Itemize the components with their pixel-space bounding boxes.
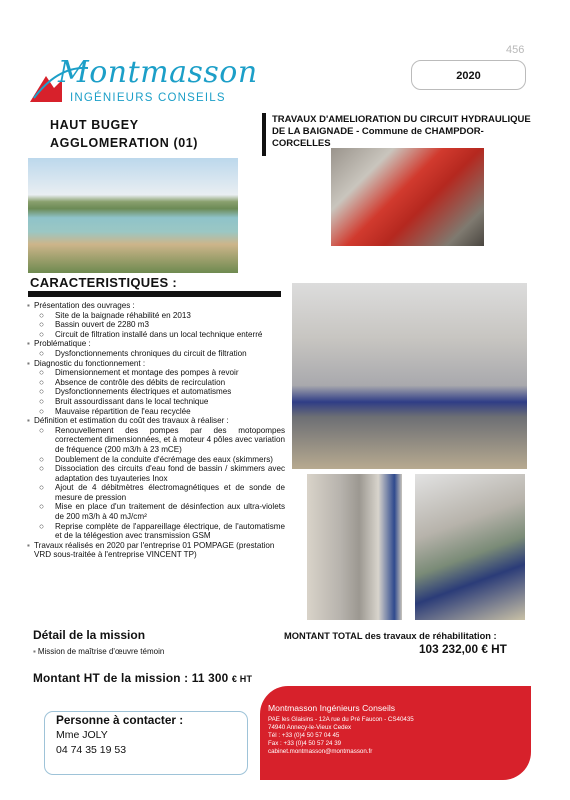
- contact-title: Personne à contacter :: [56, 713, 184, 727]
- circle-bullet-icon: ○: [39, 348, 44, 358]
- list-item: ○ Bassin ouvert de 2280 m3: [39, 320, 150, 330]
- list-item: ○ Dysfonctionnements chroniques du circuit de filtration: [39, 348, 247, 358]
- list-item: ○ Bruit assourdissant dans le local technique: [39, 396, 209, 406]
- bullet-icon: ▪: [27, 358, 30, 368]
- circle-bullet-icon: ○: [39, 310, 44, 320]
- bullet-icon: ▪: [27, 339, 30, 349]
- list-item: ○ Dysfonctionnements électriques et automatismes: [39, 387, 232, 397]
- company-address: [268, 716, 414, 756]
- list-item: ○ Circuit de filtration installé dans un local technique enterré: [39, 329, 263, 339]
- circle-bullet-icon: ○: [39, 406, 44, 416]
- characteristics-bar: [28, 291, 281, 297]
- mission-title: Détail de la mission: [33, 628, 146, 642]
- bullet-icon: ▪: [27, 301, 30, 310]
- circle-bullet-icon: ○: [39, 464, 44, 474]
- tank-photo: [307, 474, 402, 620]
- mission-item: ▪ Mission de maîtrise d'œuvre témoin: [33, 647, 165, 656]
- list-item: ○ Renouvellement des pompes par des motopompes correctement dimensionnées, et à moteur 4 pôles avec variation de fréquence (200 m3/h à 23 mCE): [39, 425, 285, 454]
- works-title-line-1: TRAVAUX D'AMELIORATION DU CIRCUIT HYDRAULIQUE: [272, 114, 531, 125]
- list-item: ○ Mauvaise répartition de l'eau recyclée: [39, 406, 191, 416]
- valves-photo: [415, 474, 525, 620]
- circle-bullet-icon: ○: [39, 454, 44, 464]
- circle-bullet-icon: ○: [39, 521, 44, 531]
- section-title: ▪ Définition et estimation du coût des travaux à réaliser :: [27, 416, 229, 426]
- section-title: ▪ Problématique :: [27, 339, 91, 349]
- total-label: MONTANT TOTAL des travaux de réhabilitation :: [284, 631, 497, 641]
- circle-bullet-icon: ○: [39, 368, 44, 378]
- list-item: ○ Site de la baignade réhabilité en 2013: [39, 310, 191, 320]
- circle-bullet-icon: ○: [39, 425, 44, 435]
- logo-name: Montmasson: [58, 55, 258, 90]
- company-address-1: PAE les Glaisins - 12A rue du Pré Faucon - CS40435: [268, 716, 414, 723]
- bullet-icon: ▪: [27, 416, 30, 426]
- site-title: [50, 116, 198, 152]
- contact-phone[interactable]: 04 74 35 19 53: [56, 744, 127, 756]
- company-email[interactable]: cabinet.montmasson@montmasson.fr: [268, 748, 373, 756]
- company-tel[interactable]: Tél : +33 (0)4 50 57 04 45: [268, 732, 340, 740]
- red-filters-photo: [331, 148, 484, 246]
- circle-bullet-icon: ○: [39, 387, 44, 397]
- list-item: ○ Absence de contrôle des débits de recirculation: [39, 377, 226, 387]
- circle-bullet-icon: ○: [39, 502, 44, 512]
- site-line-1: HAUT BUGEY: [50, 118, 139, 132]
- list-item: ○ Dimensionnement et montage des pompes à revoir: [39, 368, 239, 378]
- pump-room-photo: [292, 283, 527, 469]
- works-title-line-2: DE LA BAIGNADE - Commune de CHAMPDOR-CORCELLES: [272, 126, 484, 149]
- circle-bullet-icon: ○: [39, 396, 44, 406]
- mission-amount-euro: € HT: [231, 674, 253, 684]
- title-bar: [262, 113, 266, 156]
- characteristics-list: [27, 301, 285, 560]
- circle-bullet-icon: ○: [39, 377, 44, 387]
- circle-bullet-icon: ○: [39, 329, 44, 339]
- contact-name: Mme JOLY: [56, 729, 108, 741]
- page-number: 456: [506, 44, 525, 56]
- section-title: ▪ Travaux réalisés en 2020 par l'entreprise 01 POMPAGE (prestation VRD sous-traitée à l'entreprise VINCENT TP): [27, 540, 275, 560]
- site-line-2: AGGLOMERATION (01): [50, 136, 199, 150]
- mission-amount: [33, 671, 252, 685]
- company-fax: Fax : +33 (0)4 50 57 24 39: [268, 740, 342, 748]
- section-title: ▪ Diagnostic du fonctionnement :: [27, 358, 146, 368]
- total-value: 103 232,00 € HT: [419, 642, 507, 656]
- list-item: ○ Doublement de la conduite d'écrémage des eaux (skimmers): [39, 454, 273, 464]
- list-item: ○ Ajout de 4 débitmètres électromagnétiques et de sonde de mesure de pression: [39, 483, 285, 502]
- mission-amount-label: Montant HT de la mission : 11 300: [33, 671, 229, 685]
- list-item: ○ Mise en place d'un traitement de désinfection aux ultra-violets de 200 m3/h à 40 mJ/cm²: [39, 502, 285, 522]
- list-item: ○ Dissociation des circuits d'eau fond de bassin / skimmers avec adaptation des tuyauteries Inox: [39, 464, 285, 483]
- section-title: ▪ Présentation des ouvrages :: [27, 301, 135, 310]
- company-address-2: 74940 Annecy-le-Vieux Cedex: [268, 724, 352, 732]
- logo-subtitle: INGÉNIEURS CONSEILS: [70, 92, 226, 104]
- circle-bullet-icon: ○: [39, 483, 44, 493]
- year-badge: 2020: [411, 60, 526, 90]
- works-title: [272, 114, 542, 150]
- list-item: ○ Reprise complète de l'appareillage électrique, de l'automatisme et de la télégestion avec transmission GSM: [39, 521, 285, 541]
- company-name: Montmasson Ingénieurs Conseils: [268, 703, 396, 713]
- circle-bullet-icon: ○: [39, 320, 44, 330]
- characteristics-title: CARACTERISTIQUES :: [30, 275, 177, 290]
- bullet-icon: ▪: [27, 540, 30, 550]
- lake-photo: [28, 158, 238, 273]
